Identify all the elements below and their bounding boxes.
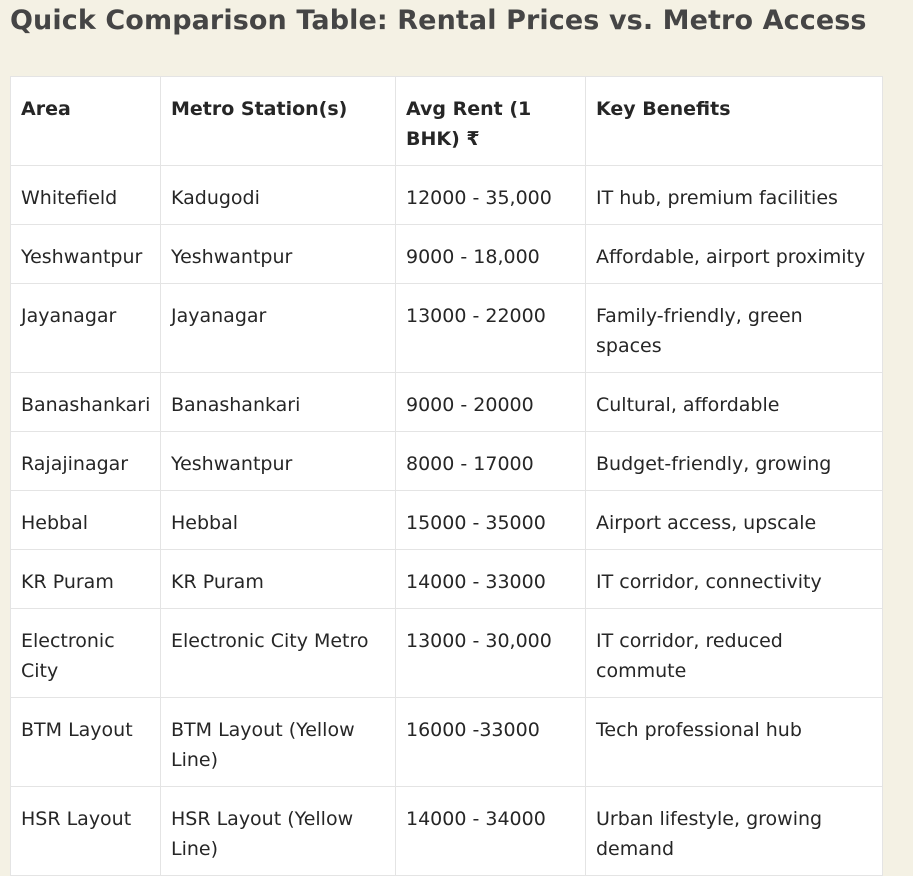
table-row (11, 491, 883, 550)
cell-metro-station: Yeshwantpur (161, 225, 396, 284)
cell-metro-station: Banashankari (161, 373, 396, 432)
cell-area: Hebbal (11, 491, 161, 550)
cell-key-benefits: IT hub, premium facilities (586, 166, 883, 225)
cell-area: Banashankari (11, 373, 161, 432)
page-title: Quick Comparison Table: Rental Prices vs. Metro Access (10, 5, 867, 36)
cell-avg-rent: 12000 - 35,000 (396, 166, 586, 225)
cell-key-benefits: Urban lifestyle, growing demand (586, 787, 883, 876)
cell-avg-rent: 13000 - 22000 (396, 284, 586, 373)
header-metro-stations: Metro Station(s) (161, 77, 396, 166)
cell-metro-station: Electronic City Metro (161, 609, 396, 698)
cell-avg-rent: 9000 - 18,000 (396, 225, 586, 284)
cell-area: KR Puram (11, 550, 161, 609)
cell-metro-station: KR Puram (161, 550, 396, 609)
cell-metro-station: Kadugodi (161, 166, 396, 225)
cell-key-benefits: Tech professional hub (586, 698, 883, 787)
cell-key-benefits: Cultural, affordable (586, 373, 883, 432)
cell-avg-rent: 13000 - 30,000 (396, 609, 586, 698)
table-row (11, 166, 883, 225)
header-area: Area (11, 77, 161, 166)
cell-area: Yeshwantpur (11, 225, 161, 284)
cell-avg-rent: 16000 -33000 (396, 698, 586, 787)
cell-metro-station: Yeshwantpur (161, 432, 396, 491)
table-row (11, 609, 883, 698)
cell-metro-station: Hebbal (161, 491, 396, 550)
cell-key-benefits: Family-friendly, green spaces (586, 284, 883, 373)
cell-area: HSR Layout (11, 787, 161, 876)
cell-key-benefits: IT corridor, connectivity (586, 550, 883, 609)
cell-key-benefits: IT corridor, reduced commute (586, 609, 883, 698)
table-row (11, 284, 883, 373)
comparison-table (10, 76, 883, 876)
table-row (11, 373, 883, 432)
cell-key-benefits: Affordable, airport proximity (586, 225, 883, 284)
header-avg-rent: Avg Rent (1 BHK) ₹ (396, 77, 586, 166)
cell-avg-rent: 15000 - 35000 (396, 491, 586, 550)
comparison-table-container (10, 76, 882, 876)
table-row (11, 225, 883, 284)
cell-metro-station: HSR Layout (Yellow Line) (161, 787, 396, 876)
cell-area: Jayanagar (11, 284, 161, 373)
cell-key-benefits: Budget-friendly, growing (586, 432, 883, 491)
cell-area: Rajajinagar (11, 432, 161, 491)
cell-area: BTM Layout (11, 698, 161, 787)
cell-avg-rent: 8000 - 17000 (396, 432, 586, 491)
cell-avg-rent: 14000 - 33000 (396, 550, 586, 609)
table-row (11, 432, 883, 491)
cell-area: Whitefield (11, 166, 161, 225)
table-row (11, 787, 883, 876)
table-row (11, 550, 883, 609)
table-header-row (11, 77, 883, 166)
cell-area: Electronic City (11, 609, 161, 698)
table-row (11, 698, 883, 787)
header-key-benefits: Key Benefits (586, 77, 883, 166)
cell-metro-station: Jayanagar (161, 284, 396, 373)
cell-metro-station: BTM Layout (Yellow Line) (161, 698, 396, 787)
cell-avg-rent: 14000 - 34000 (396, 787, 586, 876)
cell-key-benefits: Airport access, upscale (586, 491, 883, 550)
cell-avg-rent: 9000 - 20000 (396, 373, 586, 432)
